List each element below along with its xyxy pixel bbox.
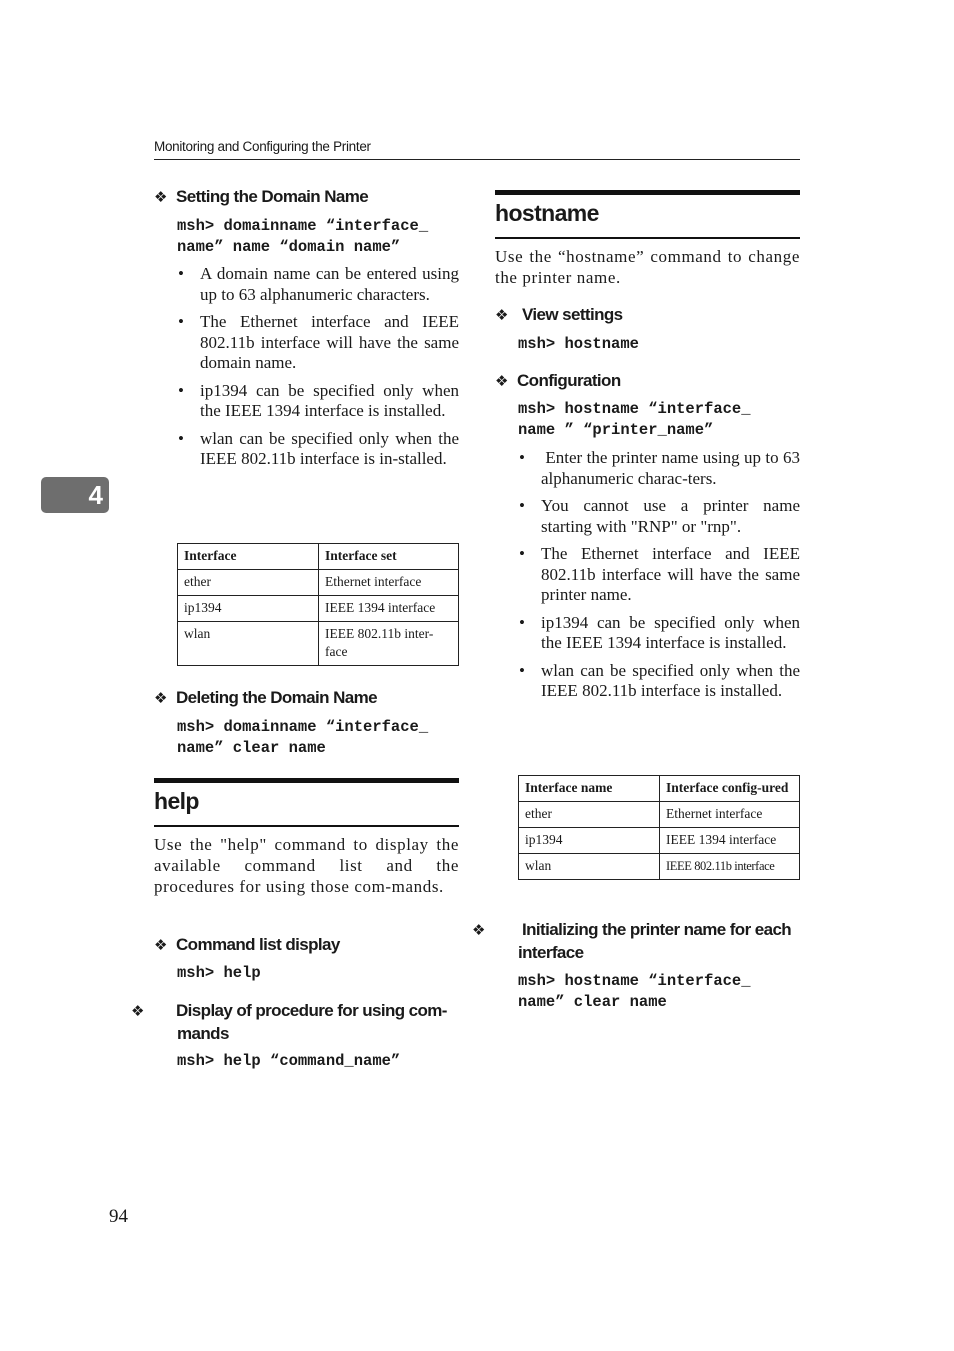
- section-rule-top: [495, 190, 800, 195]
- hostname-section-title: hostname: [495, 200, 599, 226]
- hostname-interface-table: [518, 775, 800, 880]
- initialize-heading: ❖ Initializing the printer name for each interface: [472, 920, 792, 962]
- diamond-bullet-icon: ❖: [472, 922, 485, 939]
- diamond-bullet-icon: ❖: [495, 373, 508, 390]
- section-rule-bottom: [495, 237, 800, 239]
- table-cell: wlan: [519, 854, 660, 880]
- table-header-row: [178, 544, 459, 570]
- deleting-domain-heading: ❖ Deleting the Domain Name: [154, 687, 377, 710]
- table-header-row: [519, 776, 800, 802]
- list-item: • wlan can be specified only when the IEEE 802.11b interface is installed.: [519, 660, 800, 700]
- setting-domain-code-line2: name” name “domain name”: [177, 238, 401, 256]
- table-cell: IEEE 802.11b interface: [660, 854, 800, 880]
- setting-domain-heading: ❖ Setting the Domain Name: [154, 186, 368, 209]
- diamond-bullet-icon: ❖: [154, 690, 167, 707]
- view-settings-code: msh> hostname: [518, 335, 639, 353]
- diamond-bullet-icon: ❖: [154, 937, 167, 954]
- list-item: • The Ethernet interface and IEEE 802.11b interface will have the same domain name.: [178, 312, 459, 372]
- help-description: Use the "help" command to display the available command list and the procedures for using those com-mands.: [154, 835, 459, 896]
- table-cell: ip1394: [178, 596, 319, 622]
- procedure-heading: ❖ Display of procedure for using com-mands: [131, 1001, 447, 1043]
- table-row: [178, 596, 459, 622]
- table-cell: ether: [178, 570, 319, 596]
- page-number: 94: [109, 1206, 128, 1227]
- table-row: [519, 828, 800, 854]
- configuration-heading: ❖ Configuration: [495, 370, 621, 393]
- running-header: [154, 139, 800, 160]
- list-item: • wlan can be specified only when the IEEE 802.11b interface is in-stalled.: [178, 428, 459, 468]
- table-header: Interface set: [319, 544, 459, 570]
- chapter-tab: [41, 477, 109, 513]
- configuration-code-line1: msh> hostname “interface_: [518, 400, 751, 418]
- help-section-title: help: [154, 788, 199, 814]
- command-list-code: msh> help: [177, 964, 261, 982]
- view-settings-heading: ❖ View settings: [495, 304, 623, 327]
- deleting-domain-code-line1: msh> domainname “interface_: [177, 718, 429, 736]
- deleting-domain-code-line2: name” clear name: [177, 739, 326, 757]
- procedure-code: msh> help “command_name”: [177, 1052, 401, 1070]
- table-cell: wlan: [178, 622, 319, 666]
- hostname-description: Use the “hostname” command to change the printer name.: [495, 247, 800, 287]
- diamond-bullet-icon: ❖: [154, 189, 167, 206]
- chapter-number: 4: [88, 480, 103, 510]
- table-row: [519, 854, 800, 880]
- list-item: • A domain name can be entered using up to 63 alphanumeric characters.: [178, 264, 459, 304]
- table-cell: Ethernet interface: [660, 802, 800, 828]
- list-item: • You cannot use a printer name starting with "RNP" or "rnp".: [519, 496, 800, 536]
- table-row: [178, 570, 459, 596]
- table-cell: IEEE 1394 interface: [319, 596, 459, 622]
- running-title: Monitoring and Configuring the Printer: [154, 139, 371, 154]
- table-cell: ip1394: [519, 828, 660, 854]
- table-row: [178, 622, 459, 666]
- table-cell: IEEE 1394 interface: [660, 828, 800, 854]
- table-cell: IEEE 802.11b inter-face: [319, 622, 459, 666]
- configuration-code-line2: name ” “printer_name”: [518, 421, 714, 439]
- command-list-heading: ❖ Command list display: [154, 934, 340, 957]
- diamond-bullet-icon: ❖: [131, 1003, 144, 1020]
- table-header: Interface name: [519, 776, 660, 802]
- initialize-code-line1: msh> hostname “interface_: [518, 972, 751, 990]
- list-item: • ip1394 can be specified only when the IEEE 1394 interface is installed.: [178, 380, 459, 420]
- list-item: • The Ethernet interface and IEEE 802.11b interface will have the same printer name.: [519, 544, 800, 604]
- section-rule-bottom: [154, 825, 459, 827]
- table-cell: Ethernet interface: [319, 570, 459, 596]
- hostname-notes: [519, 448, 805, 709]
- table-header: Interface config-ured: [660, 776, 800, 802]
- initialize-code-line2: name” clear name: [518, 993, 667, 1011]
- setting-domain-code-line1: msh> domainname “interface_: [177, 217, 429, 235]
- diamond-bullet-icon: ❖: [495, 307, 508, 324]
- list-item: • ip1394 can be specified only when the IEEE 1394 interface is installed.: [519, 612, 800, 652]
- table-cell: ether: [519, 802, 660, 828]
- list-item: • Enter the printer name using up to 63 alphanumeric charac-ters.: [519, 448, 805, 488]
- section-rule-top: [154, 778, 459, 783]
- table-header: Interface: [178, 544, 319, 570]
- setting-domain-notes: [178, 264, 459, 477]
- table-row: [519, 802, 800, 828]
- domain-interface-table: [177, 543, 459, 666]
